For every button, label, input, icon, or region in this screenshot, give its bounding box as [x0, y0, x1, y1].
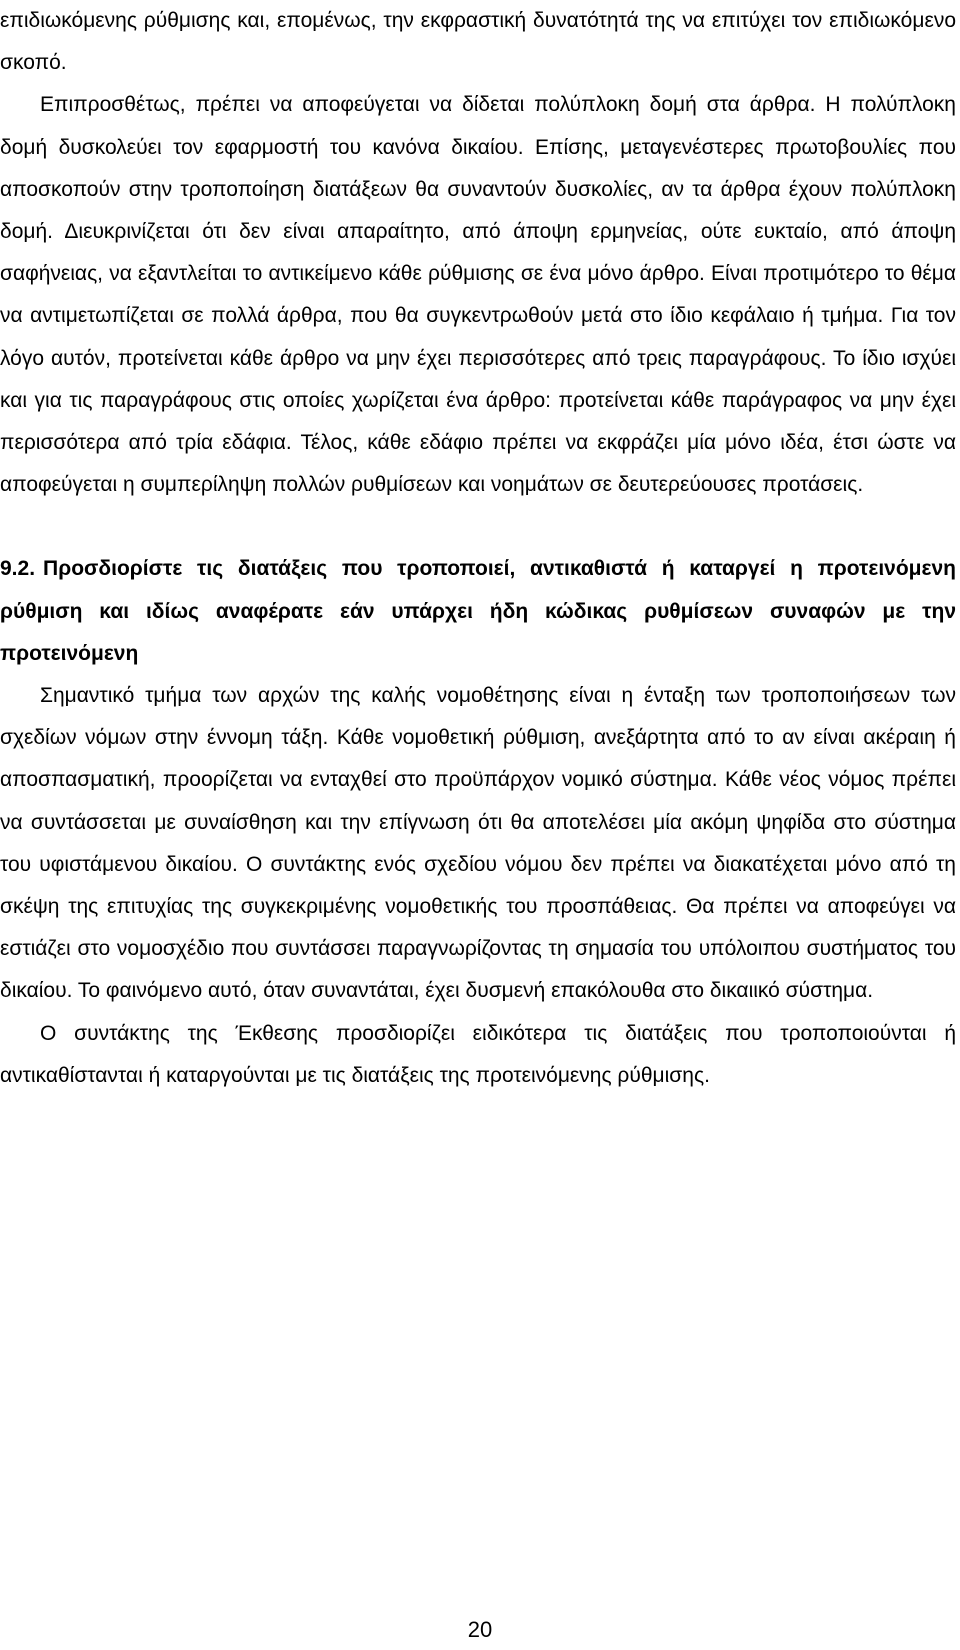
paragraph-structure: Επιπροσθέτως, πρέπει να αποφεύγεται να δίδεται πολύπλοκη δομή στα άρθρα. Η πολύπλοκη δομή δυσκολεύει τον εφαρμοστή του κανόνα δικαίου. Επίσης, μεταγενέστερες πρωτοβουλίες που αποσκοπούν στην τροποποίηση διατάξεων θα συναντούν δυσκολίες, αν τα άρθρα έχουν πολύπλοκη δομή. Διευκρινίζεται ότι δεν είναι απαραίτητο, από άποψη ερμηνείας, ούτε ευκταίο, από άποψη σαφήνειας, να εξαντλείται το αντικείμενο κάθε ρύθμισης σε ένα μόνο άρθρο. Είναι προτιμότερο το θέμα να αντιμετωπίζεται σε πολλά άρθρα, που θα συγκεντρωθούν μετά στο ίδιο κεφάλαιο ή τμήμα. Για τον λόγο αυτόν, προτείνεται κάθε άρθρο να μην έχει περισσότερες από τρεις παραγράφους. Το ίδιο ισχύει και για τις παραγράφους στις οποίες χωρίζεται ένα άρθρο: προτείνεται κάθε παράγραφος να μην έχει περισσότερα από τρία εδάφια. Τέλος, κάθε εδάφιο πρέπει να εκφράζει μία μόνο ιδέα, έτσι ώστε να αποφεύγεται η συμπερίληψη πολλών ρυθμίσεων και νοημάτων σε δευτερεύουσες προτάσεις.	[0, 93, 956, 497]
section-title: Προσδιορίστε τις διατάξεις που τροποποιεί, αντικαθιστά ή καταργεί η προτεινόμενη ρύθμιση και ιδίως αναφέρατε εάν υπάρχει ήδη κώδικας ρυθμίσεων συναφών με την προτεινόμενη	[0, 557, 956, 665]
paragraph-integration: Σημαντικό τμήμα των αρχών της καλής νομοθέτησης είναι η ένταξη των τροποποιήσεων των σχεδίων νόμων στην έννομη τάξη. Κάθε νομοθετική ρύθμιση, ανεξάρτητα από το αν είναι ακέραιη ή αποσπασματική, προορίζεται να ενταχθεί στο προϋπάρχον νομικό σύστημα. Κάθε νέος νόμος πρέπει να συντάσσεται με συναίσθηση και την επίγνωση ότι θα αποτελέσει μία ακόμη ψηφίδα στο σύστημα του υφιστάμενου δικαίου. Ο συντάκτης ενός σχεδίου νόμου δεν πρέπει να διακατέχεται μόνο από τη σκέψη της επιτυχίας της συγκεκριμένης νομοθετικής του προσπάθειας. Θα πρέπει να αποφεύγει να εστιάζει στο νομοσχέδιο που συντάσσει παραγνωρίζοντας τη σημασία του υπόλοιπου συστήματος του δικαίου. Το φαινόμενο αυτό, όταν συναντάται, έχει δυσμενή επακόλουθα στο δικαιικό σύστημα.	[0, 684, 956, 1003]
paragraph-author: Ο συντάκτης της Έκθεσης προσδιορίζει ειδικότερα τις διατάξεις που τροποποιούνται ή αντικαθίστανται ή καταργούνται με τις διατάξεις της προτεινόμενης ρύθμισης.	[0, 1021, 956, 1087]
section-number: 9.2.	[0, 557, 36, 581]
page-number: 20	[467, 1617, 493, 1642]
paragraph-continuation: επιδιωκόμενης ρύθμισης και, επομένως, την εκφραστική δυνατότητά της να επιτύχει τον επιδιωκόμενο σκοπό.	[0, 9, 956, 75]
section-heading	[0, 548, 956, 675]
